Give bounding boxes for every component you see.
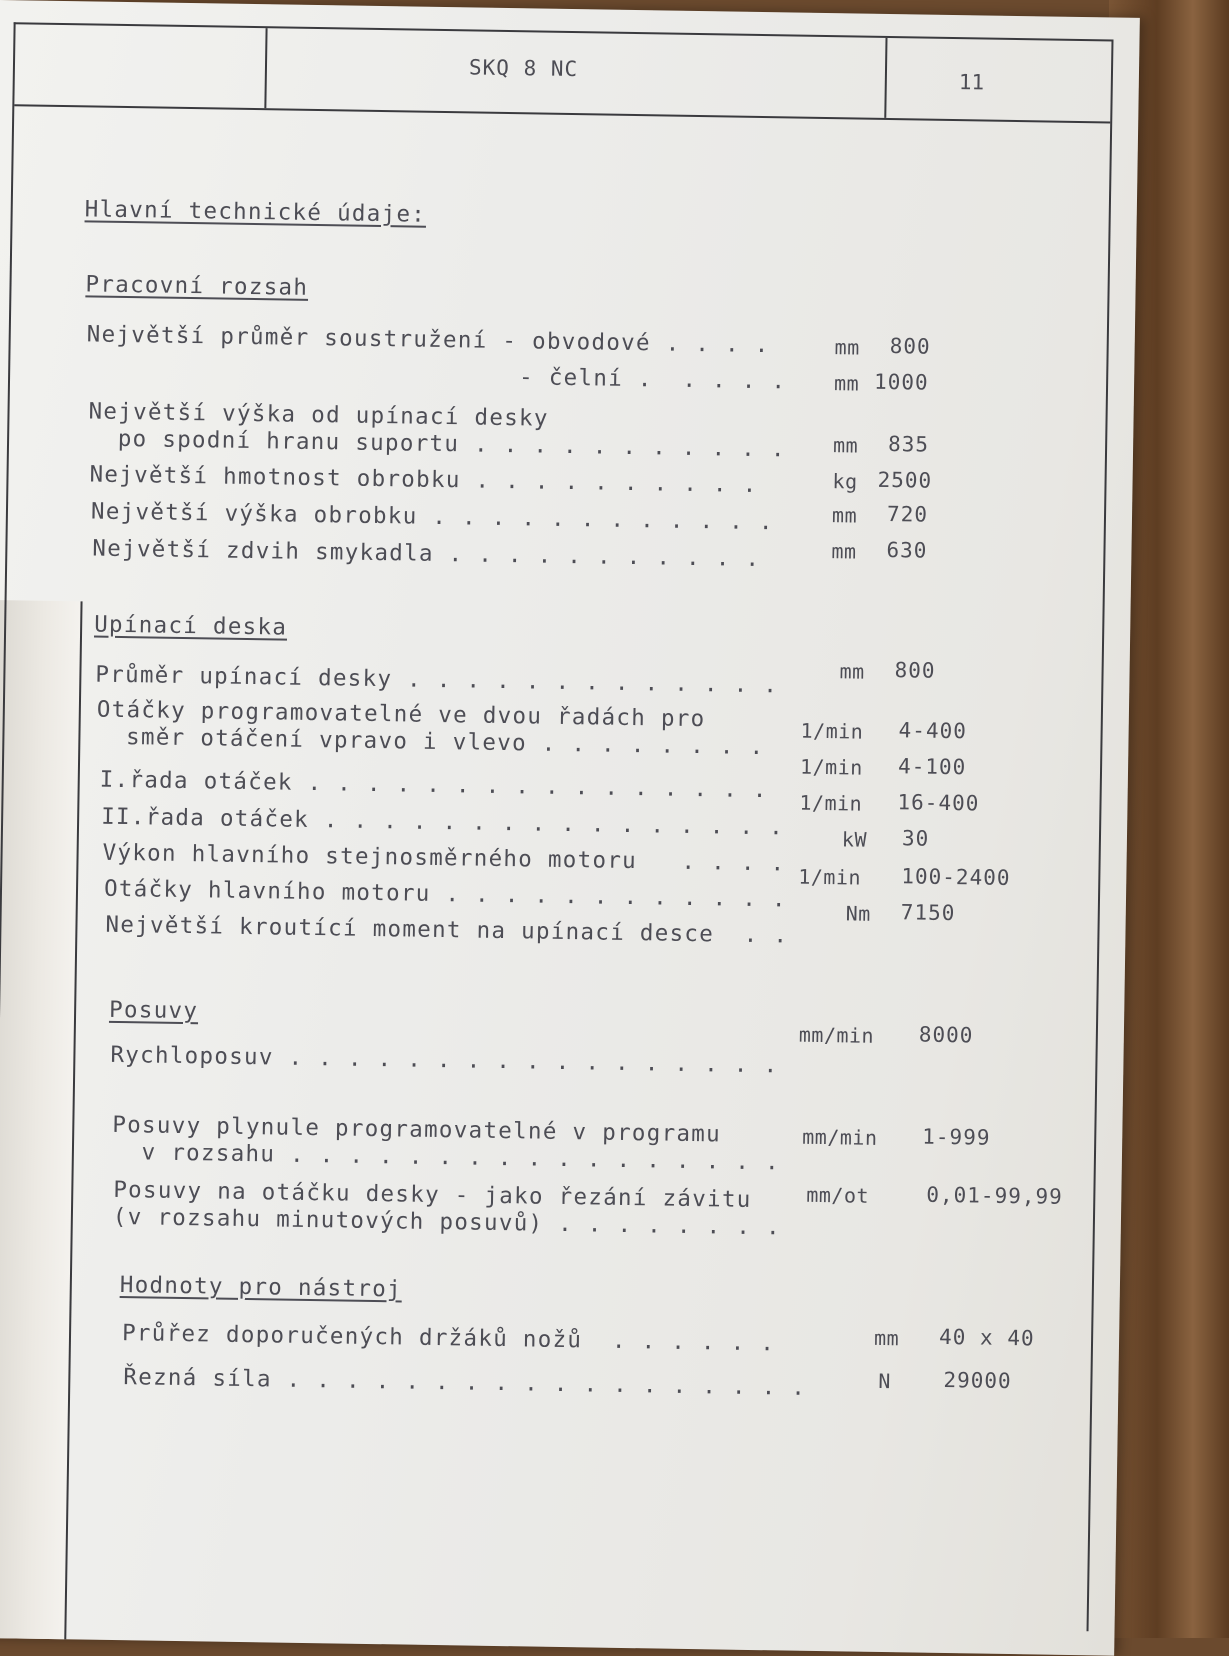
spec-label: Největší průměr soustružení - obvodové . . . . xyxy=(86,321,770,359)
spec-unit: mm xyxy=(833,371,860,396)
spec-value: 720 xyxy=(886,501,929,527)
spec-unit: mm xyxy=(834,335,860,360)
spec-unit: kW xyxy=(841,827,868,852)
spec-unit: 1/min xyxy=(799,754,863,780)
spec-unit: mm xyxy=(831,503,858,528)
spec-label: Největší kroutící moment na upínací desce . . xyxy=(105,911,789,949)
spec-value: 2500 xyxy=(877,467,933,493)
spec-label: Průměr upínací desky . . . . . . . . . . . . . xyxy=(95,661,779,699)
main-heading: Hlavní technické údaje: xyxy=(84,196,427,228)
spec-unit: kg xyxy=(832,469,858,494)
spec-label: I.řada otáček . . . . . . . . . . . . . . . . xyxy=(99,766,768,804)
spec-value: 30 xyxy=(901,826,930,851)
spec-value: 8000 xyxy=(918,1022,974,1048)
spec-value: 630 xyxy=(886,537,928,563)
spec-unit: mm/min xyxy=(798,1022,875,1048)
spec-unit: Nm xyxy=(845,901,872,926)
spec-label: - čelní . . . . . xyxy=(518,364,787,395)
spec-label: Průřez doporučených držáků nožů . . . . . . xyxy=(121,1320,776,1357)
spec-value: 4-400 xyxy=(898,718,968,744)
header-divider xyxy=(884,38,887,118)
spec-label: Největší výška od upínací desky po spodní hranu suportu . . . . . . . . . . . xyxy=(87,398,787,463)
spec-label: Otáčky programovatelné ve dvou řadách pro směr otáčení vpravo i vlevo . . . . . . . . xyxy=(96,696,765,761)
spec-unit: 1/min xyxy=(800,718,864,744)
spec-value: 1000 xyxy=(873,369,929,395)
spec-value: 800 xyxy=(889,334,931,359)
spec-unit: mm xyxy=(873,1325,900,1351)
spec-unit: mm/ot xyxy=(806,1182,870,1208)
spec-unit: mm xyxy=(839,659,865,684)
page-number: 11 xyxy=(958,70,985,95)
spec-value: 100-2400 xyxy=(901,864,1011,890)
spec-unit: mm xyxy=(832,433,859,458)
spec-label: Největší výška obrobku . . . . . . . . . . . . xyxy=(90,498,775,536)
spec-unit: 1/min xyxy=(798,864,862,890)
spec-value: 16-400 xyxy=(897,790,980,816)
spec-label: Největší zdvih smykadla . . . . . . . . . . . xyxy=(92,535,761,573)
spec-label: Posuvy plynule programovatelné v programu v rozsahu . . . . . . . . . . . . . . . . . xyxy=(111,1111,781,1176)
section-title: Posuvy xyxy=(108,996,199,1025)
section-title: Upínací deska xyxy=(93,611,288,641)
spec-unit: mm/min xyxy=(802,1124,878,1150)
spec-label: II.řada otáček . . . . . . . . . . . . . . . . xyxy=(100,803,785,841)
spec-value: 835 xyxy=(887,432,930,457)
spec-label: Výkon hlavního stejnosměrného motoru . . . . xyxy=(102,839,786,877)
header-divider xyxy=(264,28,267,108)
spec-unit: 1/min xyxy=(799,790,863,816)
spec-value: 0,01-99,99 xyxy=(926,1182,1063,1209)
doc-title: SKQ 8 NC xyxy=(468,55,579,82)
spec-value: 4-100 xyxy=(897,754,967,780)
spec-value: 800 xyxy=(894,658,936,683)
spec-unit: N xyxy=(878,1368,892,1394)
spec-value: 29000 xyxy=(943,1367,1012,1394)
spec-value: 7150 xyxy=(900,900,956,926)
spec-label: Největší hmotnost obrobku . . . . . . . . . . xyxy=(89,461,758,498)
spec-unit: mm xyxy=(831,539,857,564)
spec-label: Posuvy na otáčku desky - jako řezání závitu (v rozsahu minutových posuvů) . . . . . . . . xyxy=(112,1176,782,1241)
spec-label: Rychloposuv . . . . . . . . . . . . . . . . . xyxy=(110,1041,779,1079)
spec-label: Otáčky hlavního motoru . . . . . . . . . . . . xyxy=(103,875,788,913)
section-title: Hodnoty pro nástroj xyxy=(119,1272,403,1303)
spec-value: 1-999 xyxy=(922,1124,991,1150)
section-title: Pracovní rozsah xyxy=(85,271,309,301)
spec-value: 40 x 40 xyxy=(938,1324,1035,1351)
spec-label: Řezná síla . . . . . . . . . . . . . . . . . . xyxy=(123,1364,807,1401)
